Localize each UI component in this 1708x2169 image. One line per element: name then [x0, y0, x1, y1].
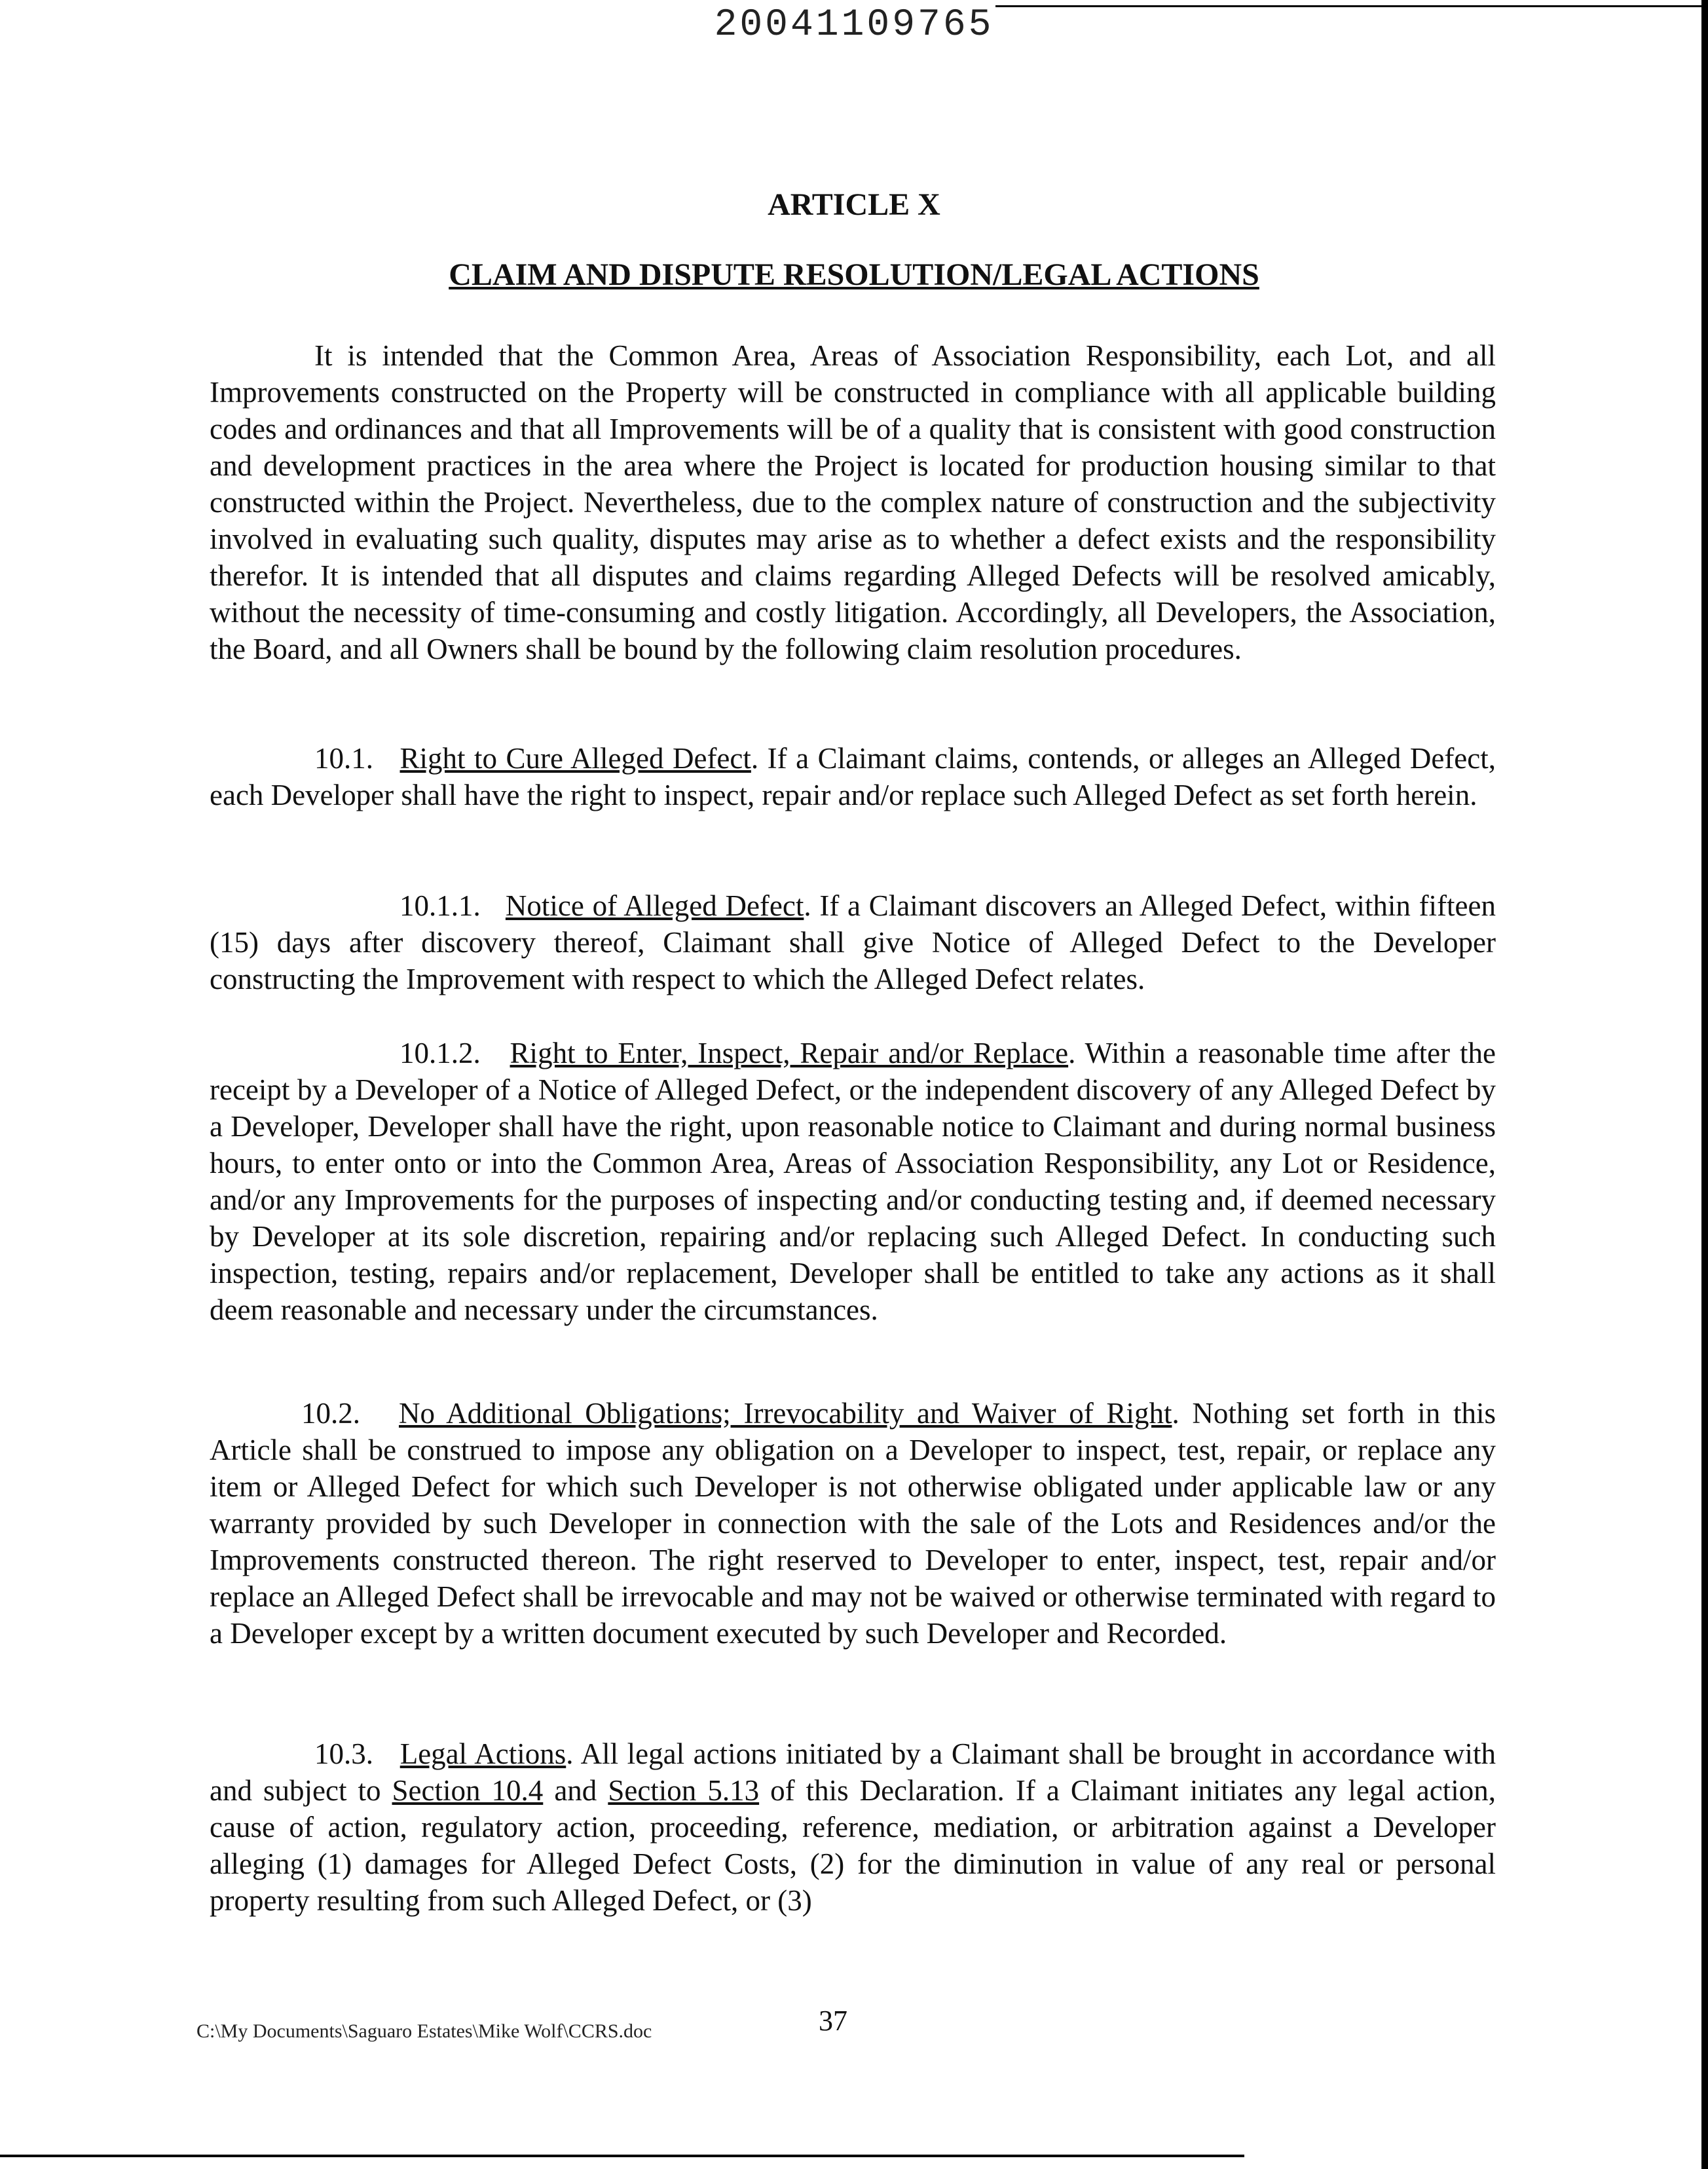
- section-text: . Within a reasonable time after the receipt by a Developer of a Notice of Alleged Defect, or the independent discovery of any Alleged Defect by a Developer, Developer shall have the right, upon reasonable notice to Claimant and during normal business hours, to enter onto or into the Common Area, Areas of Association Responsibility, any Lot or Residence, and/or any Improvements for the purposes of inspecting and/or conducting testing and, if deemed necessary by Developer at its sole discretion, repairing and/or replacing such Alleged Defect. In conducting such inspection, testing, repairs and/or replacement, Developer shall be entitled to take any actions as it shall deem reasonable and necessary under the circumstances.: [210, 1037, 1496, 1326]
- article-title-text: CLAIM AND DISPUTE RESOLUTION/LEGAL ACTIONS: [449, 257, 1259, 292]
- article-heading: ARTICLE X: [768, 187, 940, 222]
- section-number: 10.1.2.: [399, 1037, 481, 1069]
- section-number: 10.1.: [314, 742, 373, 775]
- page-number: 37: [819, 2005, 847, 2037]
- section-10-1-2: [210, 1035, 1496, 1328]
- section-10-1: [210, 740, 1496, 813]
- section-number: 10.1.1.: [399, 889, 481, 922]
- section-heading: Notice of Alleged Defect: [505, 889, 804, 922]
- section-heading: No Additional Obligations; Irrevocability and Waiver of Right: [398, 1397, 1172, 1430]
- section-text: . Nothing set forth in this Article shall be construed to impose any obligation on a Developer to inspect, test, repair, or replace any item or Alleged Defect for which such Developer is not otherwise obligated under applicable law or any warranty provided by such Developer in connection with the sale of the Lots and Residences and/or the Improvements constructed thereon. The right reserved to Developer to enter, inspect, test, repair and/or replace an Alleged Defect shall be irrevocable and may not be waived or otherwise terminated with regard to a Developer except by a written document executed by such Developer and Recorded.: [210, 1397, 1496, 1650]
- section-number: 10.2.: [301, 1397, 360, 1430]
- section-text: . All legal actions initiated by a Claimant shall be brought in accordance with and subject to: [210, 1737, 1496, 1807]
- top-rule: [995, 5, 1708, 7]
- section-10-1-1: [210, 887, 1496, 997]
- intro-paragraph: It is intended that the Common Area, Areas of Association Responsibility, each Lot, and all Improvements constructed on the Property will be constructed in compliance with all applicable building codes and ordinances and that all Improvements will be of a quality that is consistent with good construction and development practices in the area where the Project is located for production housing similar to that constructed within the Project. Nevertheless, due to the complex nature of construction and the subjectivity involved in evaluating such quality, disputes may arise as to whether a defect exists and the responsibility therefor. It is intended that all disputes and claims regarding Alleged Defects will be resolved amicably, without the necessity of time-consuming and costly litigation. Accordingly, all Developers, the Association, the Board, and all Owners shall be bound by the following claim resolution procedures.: [210, 339, 1496, 665]
- scan-edge: [1701, 0, 1708, 2169]
- section-10-3: [210, 1735, 1496, 1919]
- section-heading: Right to Enter, Inspect, Repair and/or Replace: [510, 1037, 1069, 1069]
- section-reference: Section 5.13: [608, 1774, 760, 1807]
- section-10-2: [210, 1395, 1496, 1652]
- bottom-rule: [0, 2155, 1244, 2157]
- section-heading: Right to Cure Alleged Defect: [399, 742, 751, 775]
- section-text: . If a Claimant discovers an Alleged Defect, within fifteen (15) days after discovery thereof, Claimant shall give Notice of Alleged Defect to the Developer constructing the Improvement with respect to which the Alleged Defect relates.: [210, 889, 1496, 995]
- section-reference: Section 10.4: [392, 1774, 544, 1807]
- section-text: and: [543, 1774, 608, 1807]
- footer-file-path: C:\My Documents\Saguaro Estates\Mike Wolf\CCRS.doc: [196, 2020, 652, 2042]
- section-number: 10.3.: [314, 1737, 373, 1770]
- recording-number: 20041109765: [714, 4, 994, 46]
- section-text: . If a Claimant claims, contends, or alleges an Alleged Defect, each Developer shall have the right to inspect, repair and/or replace such Alleged Defect as set forth herein.: [210, 742, 1496, 811]
- article-title: [0, 257, 1708, 293]
- section-text: of this Declaration. If a Claimant initiates any legal action, cause of action, regulatory action, proceeding, reference, mediation, or arbitration against a Developer alleging (1) damages for Alleged Defect Costs, (2) for the diminution in value of any real or personal property resulting from such Alleged Defect, or (3): [210, 1774, 1496, 1917]
- section-heading: Legal Actions: [399, 1737, 566, 1770]
